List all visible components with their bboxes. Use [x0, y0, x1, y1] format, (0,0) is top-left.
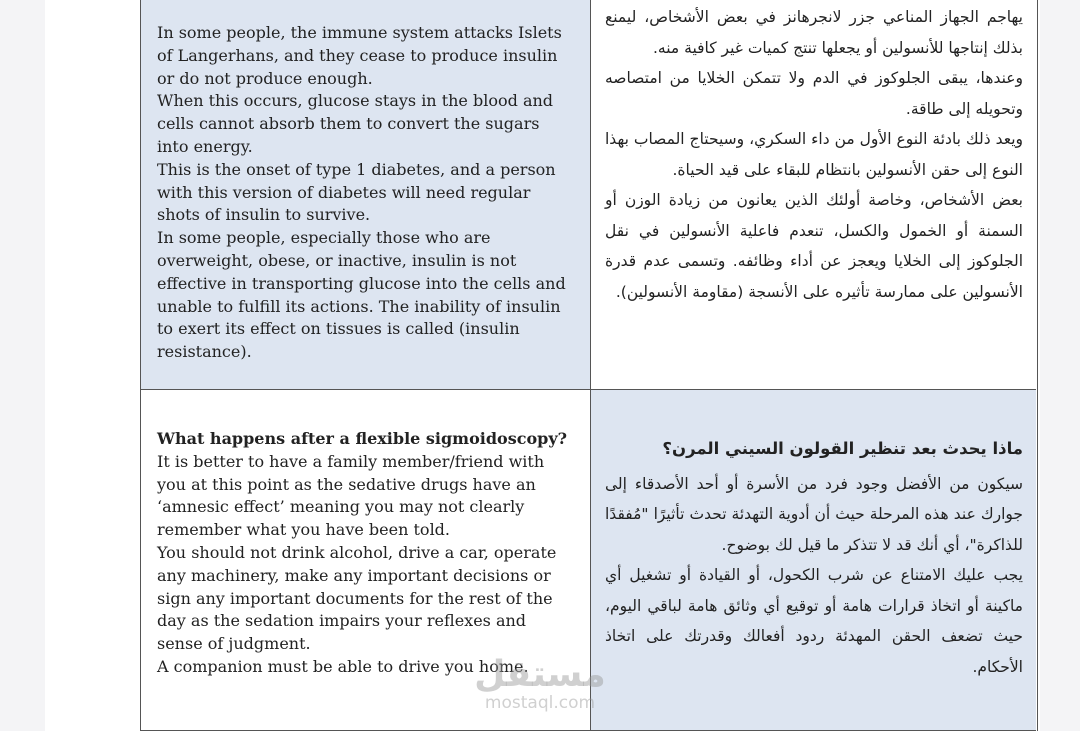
paragraph: You should not drink alcohol, drive a car, operate any machinery, make any important decisions or sign any important documents for the rest of the day as the sedation impairs your reflexes and sense of judgment. — [157, 542, 557, 654]
paragraph: In some people, the immune system attacks Islets of Langerhans, and they cease to produce insulin or do not produce enough. — [157, 23, 562, 88]
row2-english-text — [157, 428, 572, 679]
paragraph: This is the onset of type 1 diabetes, and a person with this version of diabetes will need regular shots of insulin to survive. — [157, 159, 556, 225]
section-heading: What happens after a flexible sigmoidoscopy? — [157, 429, 567, 448]
paragraph: سيكون من الأفضل وجود فرد من الأسرة أو أحد الأصدقاء إلى جوارك عند هذه المرحلة حيث أن أدوية التهدئة تحدث تأثيرًا "مُفقدًا للذاكرة"، أي أنك قد لا تتذكر ما قيل لك بوضوح. — [605, 474, 1023, 554]
paragraph: وعندها، يبقى الجلوكوز في الدم ولا تتمكن الخلايا من امتصاصه وتحويله إلى طاقة. — [605, 69, 1023, 118]
row2-arabic-cell — [591, 390, 1036, 731]
paragraph: It is better to have a family member/friend with you at this point as the sedative drugs have an ‘amnesic effect’ meaning you may not clearly remember what you have been told. — [157, 451, 545, 540]
paragraph: بعض الأشخاص، وخاصة أولئك الذين يعانون من زيادة الوزن أو السمنة أو الخمول والكسل، تنعدم فاعلية الأنسولين في نقل الجلوكوز إلى الخلايا ويعجز عن أداء وظائفه. وتسمى عدم قدرة الأنسولين على ممارسة تأثيره على الأنسجة (مقاومة الأنسولين). — [605, 191, 1023, 301]
row1-english-cell — [141, 0, 591, 390]
document-page — [45, 0, 1040, 731]
paragraph: ويعد ذلك بادئة النوع الأول من داء السكري، وسيحتاج المصاب بهذا النوع إلى حقن الأنسولين بانتظام للبقاء على قيد الحياة. — [605, 130, 1023, 179]
watermark-latin: mostaql.com — [484, 693, 596, 713]
paragraph: يهاجم الجهاز المناعي جزر لانجرهانز في بعض الأشخاص، ليمنع بذلك إنتاجها للأنسولين أو يجعلها تنتج كميات غير كافية منه. — [605, 8, 1023, 57]
paragraph: When this occurs, glucose stays in the blood and cells cannot absorb them to convert the sugars into energy. — [157, 91, 554, 156]
section-heading: ماذا يحدث بعد تنظير القولون السيني المرن؟ — [662, 439, 1023, 458]
row1-arabic-text — [605, 2, 1023, 307]
row1-arabic-cell — [591, 0, 1036, 390]
row2-arabic-text — [605, 434, 1023, 682]
paragraph: A companion must be able to drive you home. — [157, 656, 529, 676]
paragraph: يجب عليك الامتناع عن شرب الكحول، أو القيادة أو تشغيل أي ماكينة أو اتخاذ قرارات هامة أو توقيع أي وثائق هامة لباقي اليوم، حيث تضعف الحقن المهدئة ردود أفعالك وقدرتك على اتخاذ الأحكام. — [605, 566, 1023, 676]
translation-table — [140, 0, 1038, 731]
row1-english-text — [157, 22, 572, 364]
paragraph: In some people, especially those who are overweight, obese, or inactive, insulin is not effective in transporting glucose into the cells and unable to fulfill its actions. The inability of insulin to exert its effect on tissues is called (insulin resistance). — [157, 228, 566, 362]
row2-english-cell — [141, 390, 591, 731]
watermark-arabic: مستقل — [474, 654, 606, 695]
